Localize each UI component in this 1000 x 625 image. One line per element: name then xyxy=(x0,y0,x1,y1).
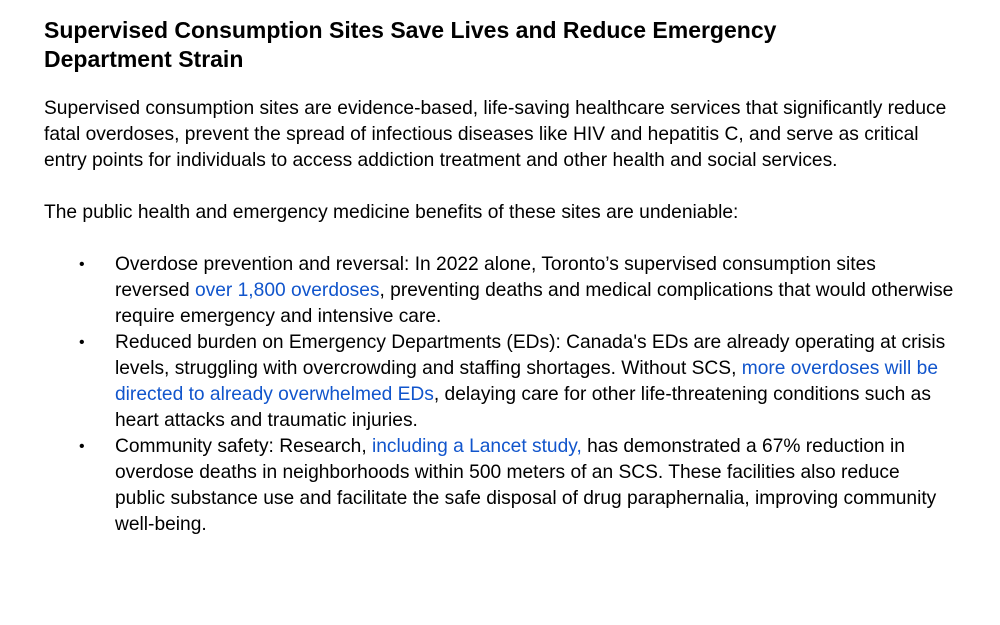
benefits-list xyxy=(44,252,960,538)
list-item-text: , preventing deaths and medical complications that would otherwise require emergency and intensive care. xyxy=(115,280,954,327)
list-item-text: Community safety: Research, xyxy=(115,436,372,457)
list-item xyxy=(44,434,955,538)
list-item-text: has demonstrated a 67% reduction in overdose deaths in neighborhoods within 500 meters of an SCS. These facilities also reduce public substance use and facilitate the safe disposal of drug paraphernalia, improving community well-being. xyxy=(115,436,937,535)
list-item-text: , delaying care for other life-threatening conditions such as heart attacks and traumatic injuries. xyxy=(115,384,931,431)
intro-paragraph: Supervised consumption sites are evidence-based, life-saving healthcare services that significantly reduce fatal overdoses, prevent the spread of infectious diseases like HIV and hepatitis C, and serve as critical entry points for individuals to access addiction treatment and other health and social services. xyxy=(44,98,947,171)
bullet-icon: • xyxy=(79,438,85,455)
list-item-text: Reduced burden on Emergency Departments (EDs): Canada's EDs are already operating at crisis levels, struggling with overcrowding and staffing shortages. Without SCS, xyxy=(115,332,946,379)
list-item xyxy=(44,330,955,434)
overwhelmed-eds-link[interactable]: more overdoses will be directed to already overwhelmed EDs xyxy=(115,358,938,405)
bullet-icon: • xyxy=(79,256,85,273)
overdoses-link[interactable]: over 1,800 overdoses xyxy=(194,280,380,301)
document-title: Supervised Consumption Sites Save Lives and Reduce Emergency Department Strain xyxy=(44,17,777,72)
lead-paragraph: The public health and emergency medicine benefits of these sites are undeniable: xyxy=(44,202,739,223)
list-item xyxy=(44,252,955,330)
list-item-text: Overdose prevention and reversal: In 2022 alone, Toronto’s supervised consumption sites reversed xyxy=(115,254,876,301)
lancet-study-link[interactable]: including a Lancet study, xyxy=(372,436,582,457)
bullet-icon: • xyxy=(79,334,85,351)
